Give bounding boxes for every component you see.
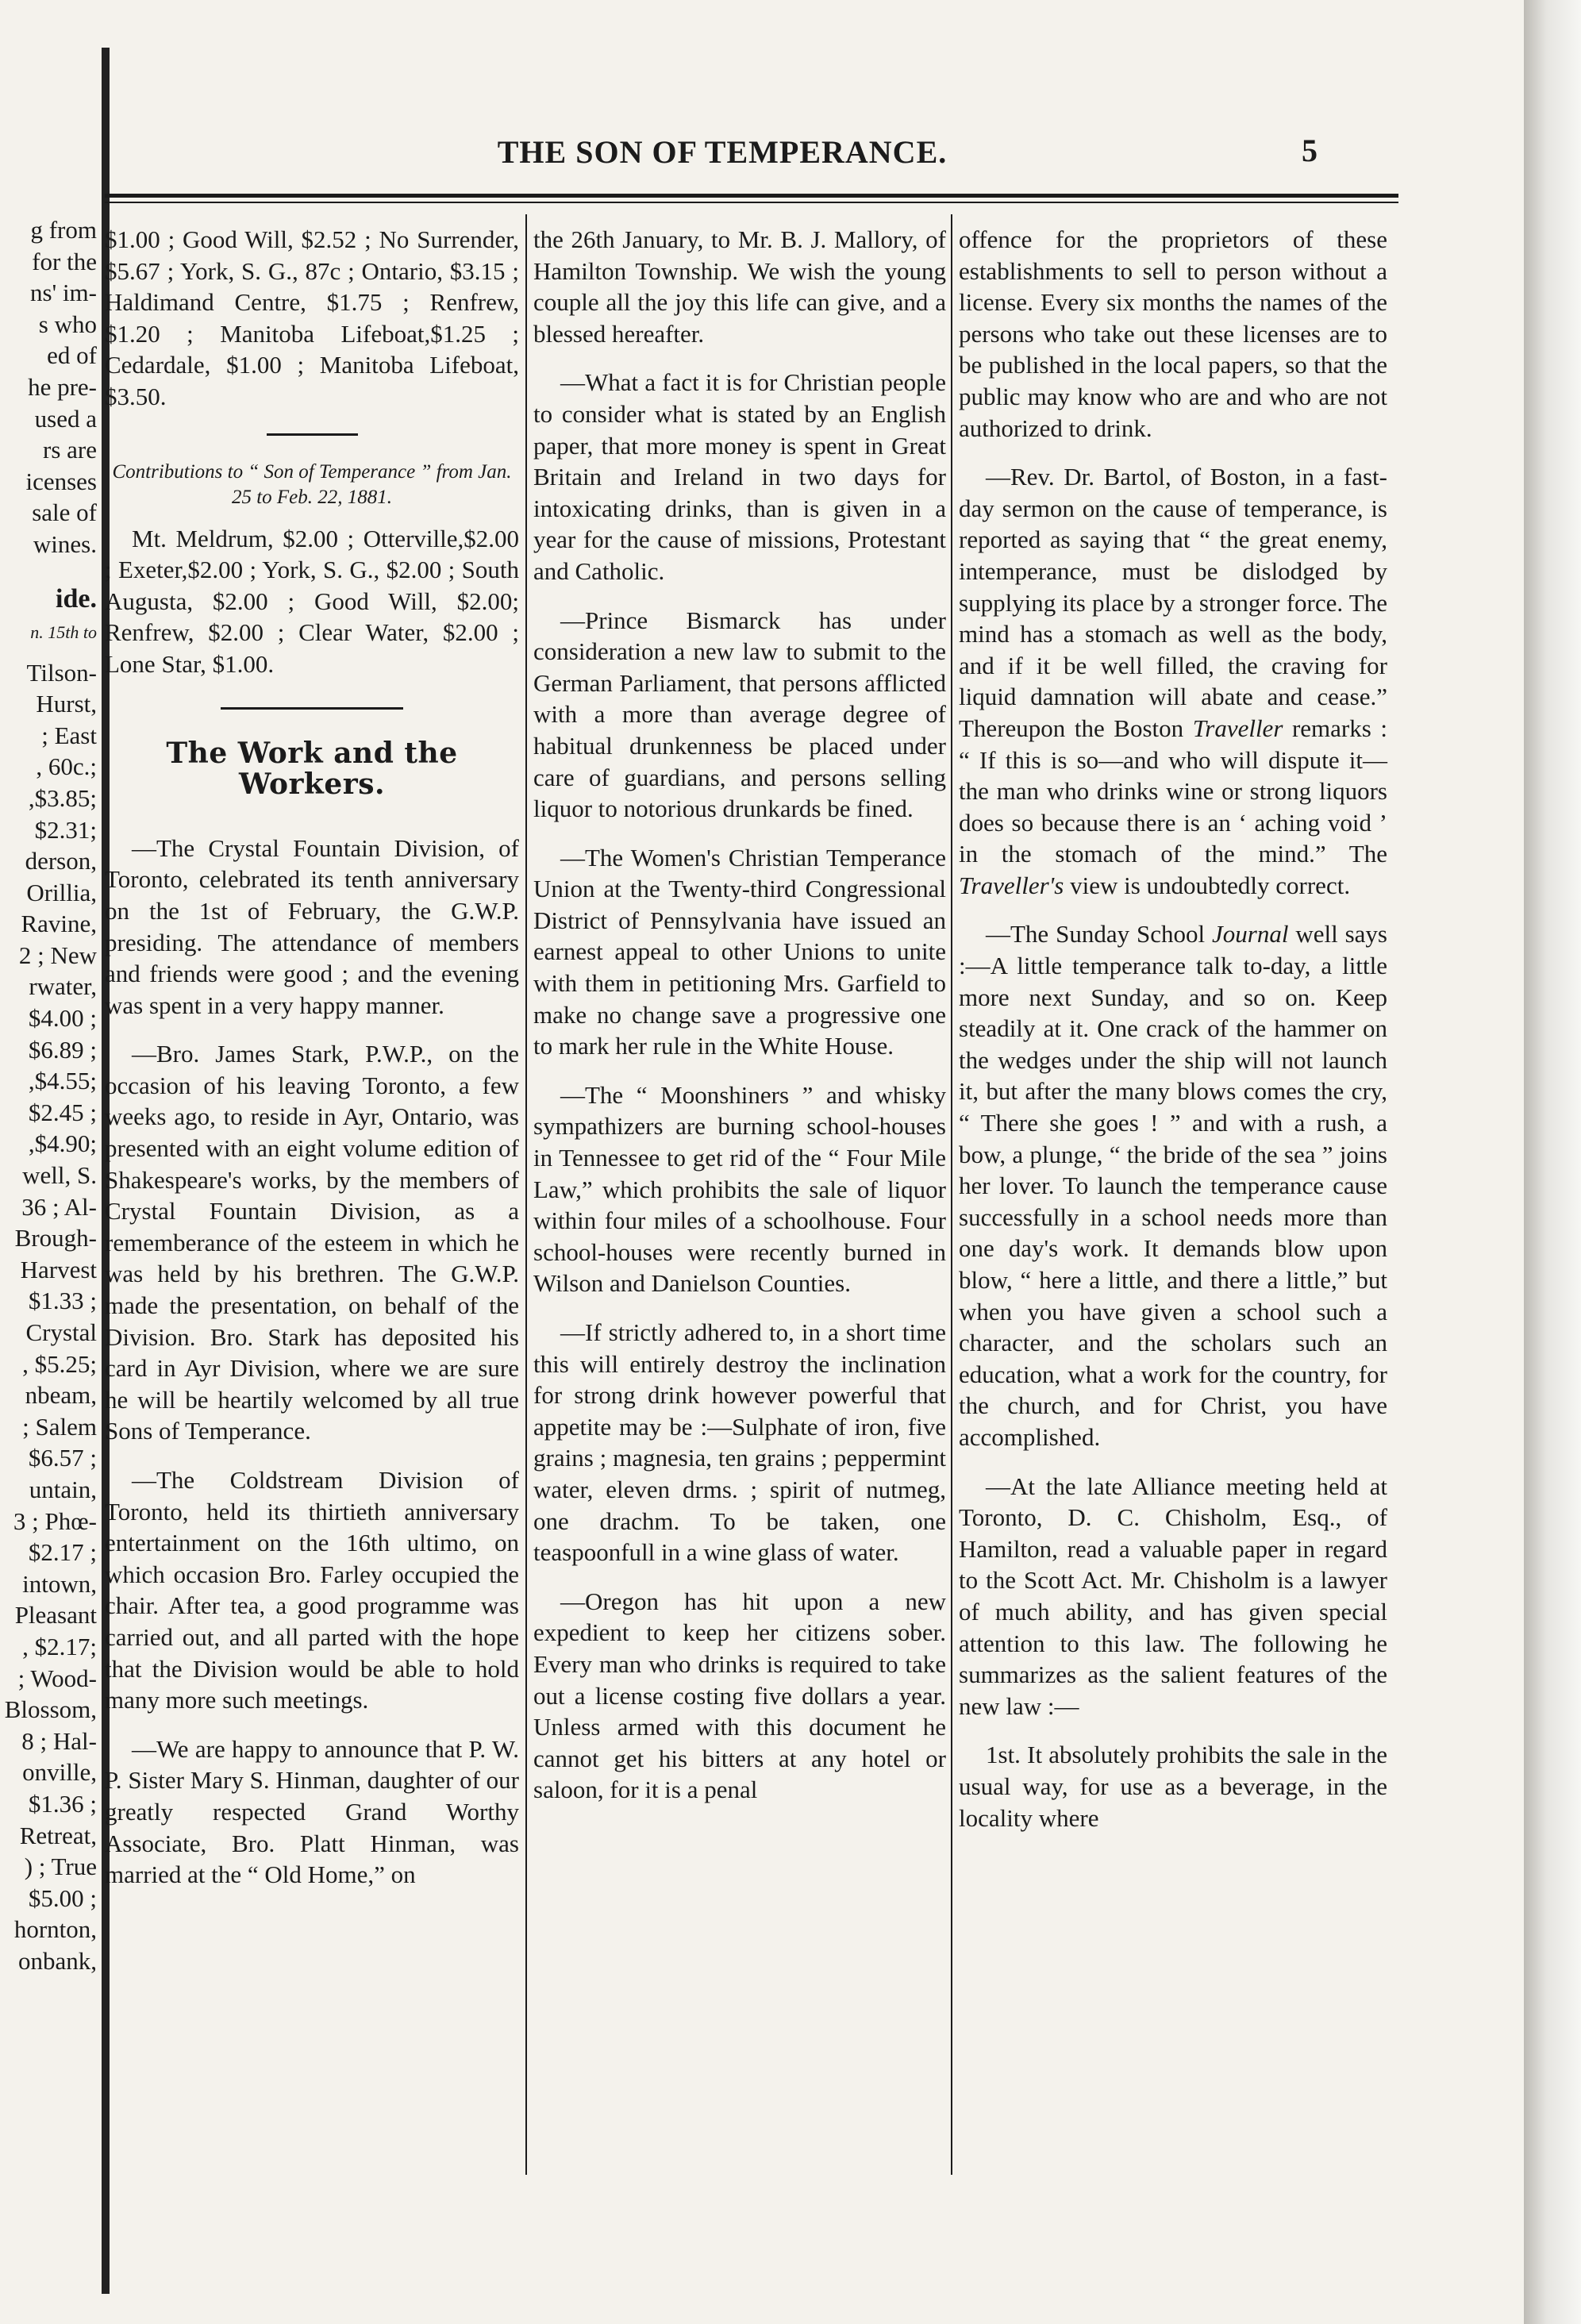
- article-paragraph: —The Coldstream Division of Toronto, held its thirtieth anniversary entertainment on the 16th ultimo, on which occasion Bro. Farley occupied the chair. After tea, a good programme was carried out, and all parted with the hope that the Division would be able to hold many more such meetings.: [105, 1466, 519, 1714]
- fragment-line: used a: [34, 404, 97, 433]
- fragment-line: 3 ; Phœ-: [13, 1506, 97, 1535]
- article-paragraph: the 26th January, to Mr. B. J. Mallory, of Hamilton Township. We wish the young couple all the joy this life can give, and a blessed hereafter.: [533, 225, 946, 348]
- left-fragment-top-lines: [0, 214, 97, 560]
- fragment-line: Crystal: [25, 1318, 97, 1346]
- article-paragraph: [959, 918, 1387, 1452]
- fragment-line: untain,: [29, 1475, 97, 1503]
- page-number: 5: [1302, 133, 1318, 168]
- article-paragraph: 1st. It absolutely prohibits the sale in the usual way, for use as a beverage, in the locality where: [959, 1741, 1387, 1832]
- fragment-line: onville,: [22, 1758, 97, 1787]
- fragment-line: onbank,: [17, 1946, 97, 1975]
- column-3: [959, 224, 1387, 1851]
- fragment-line: $6.89 ;: [28, 1035, 97, 1064]
- left-fragment-subheading: n. 15th to: [30, 621, 97, 642]
- fragment-line: 36 ; Al-: [21, 1192, 97, 1221]
- article-paragraph: [959, 461, 1387, 901]
- fragment-line: for the: [32, 247, 97, 275]
- fragment-line: Brough-: [14, 1224, 97, 1252]
- fragment-line: $5.00 ;: [28, 1883, 97, 1912]
- column-divider: [525, 214, 527, 2175]
- fragment-line: ,$4.90;: [28, 1129, 97, 1158]
- fragment-line: nbeam,: [25, 1381, 97, 1410]
- fragment-line: Harvest: [20, 1255, 97, 1283]
- fragment-line: ,$3.85;: [28, 783, 97, 812]
- text-run: —The Sunday School: [986, 920, 1212, 948]
- text-run: view is undoubtedly correct.: [1064, 871, 1351, 899]
- article-paragraph: —The “ Moonshiners ” and whisky sympathizers are burning school-houses in Tennessee to get rid of the “ Four Mile Law,” which prohibits the sale of liquor within four miles of a schoolhouse. Four school-houses were recently burned in Wilson and Danielson Counties.: [533, 1080, 946, 1298]
- fragment-line: $2.45 ;: [28, 1098, 97, 1126]
- article-paragraph: —Bro. James Stark, P.W.P., on the occasion of his leaving Toronto, a few weeks ago, to reside in Ayr, Ontario, was presented with an eight volume edition of Shakespeare's works, by the members of Crystal Fountain Division, as a rememberance of the esteem in which he was held by his brethren. The G.W.P. made the presentation, on behalf of the Division. Bro. Stark has deposited his card in Ayr Division, where we are sure he will be heartily welcomed by all true Sons of Temperance.: [105, 1040, 519, 1445]
- fragment-line: Orillia,: [26, 878, 97, 906]
- fragment-line: ,$4.55;: [28, 1067, 97, 1095]
- text-run: —Rev. Dr. Bartol, of Boston, in a fast-day sermon on the cause of temperance, is reported as saying that “ the great enemy, intemperance, must be dislodged by supplying its place by a stronger force. The mind has a stomach as well as the body, and if it be well filled, the craving for liquid damnation will abate and cease.” Thereupon the Boston: [959, 463, 1387, 742]
- italic-title: Traveller: [1192, 714, 1283, 742]
- fragment-line: 2 ; New: [18, 941, 97, 969]
- fragment-line: ed of: [47, 341, 97, 370]
- italic-title: Journal: [1212, 920, 1289, 948]
- fragment-line: Hurst,: [36, 690, 97, 718]
- section-heading: The Work and the Workers.: [166, 736, 458, 802]
- left-page-fragment: [0, 214, 97, 1976]
- fragment-line: icenses: [25, 467, 97, 495]
- fragment-line: rwater,: [29, 972, 97, 1001]
- contributions-list: Mt. Meldrum, $2.00 ; Otterville,$2.00 ; Exeter,$2.00 ; York, S. G., $2.00 ; South Augusta, $2.00 ; Good Will, $2.00; Renfrew, $2.00 ; Clear Water, $2.00 ; Lone Star, $1.00.: [105, 524, 519, 678]
- fragment-line: $4.00 ;: [28, 1004, 97, 1033]
- article-paragraph: —If strictly adhered to, in a short time this will entirely destroy the inclination for strong drink however powerful that appetite may be :—Sulphate of iron, five grains ; magnesia, ten grains ; peppermint water, eleven drms. ; spirit of nutmeg, one drachm. To be taken, one teaspoonfull in a wine glass of water.: [533, 1318, 946, 1567]
- header-rule: [105, 194, 1398, 198]
- fragment-line: hornton,: [13, 1915, 97, 1944]
- italic-title: Traveller's: [959, 871, 1064, 899]
- fragment-line: $2.31;: [34, 815, 97, 844]
- fragment-line: wines.: [33, 529, 97, 558]
- column-1: [105, 224, 519, 1908]
- article-paragraph: —We are happy to announce that P. W. P. Sister Mary S. Hinman, daughter of our greatly respected Grand Worthy Associate, Bro. Platt Hinman, was married at the “ Old Home,” on: [105, 1734, 519, 1889]
- column-2: [533, 224, 946, 1823]
- fragment-line: $6.57 ;: [28, 1444, 97, 1472]
- page-title: THE SON OF TEMPERANCE.: [497, 134, 948, 170]
- fragment-line: ; Wood-: [17, 1664, 97, 1692]
- fragment-line: ; East: [41, 721, 97, 749]
- article-paragraph: —The Crystal Fountain Division, of Toronto, celebrated its tenth anniversary on the 1st of February, the G.W.P. presiding. The attendance of members and friends were good ; and the evening was spent in a very happy manner.: [105, 833, 519, 1019]
- fragment-line: $1.33 ;: [28, 1287, 97, 1315]
- column-divider: [951, 214, 952, 2175]
- fragment-line: Tilson-: [26, 658, 97, 687]
- fragment-line: sale of: [32, 498, 97, 527]
- fragment-line: s who: [38, 310, 97, 338]
- receipts-list: $1.00 ; Good Will, $2.52 ; No Surrender, $5.67 ; York, S. G., 87c ; Ontario, $3.15 ; Haldimand Centre, $1.75 ; Renfrew, $1.20 ; Manitoba Lifeboat,$1.25 ; Cedardale, $1.00 ; Manitoba Lifeboat, $3.50.: [105, 225, 519, 410]
- fragment-line: intown,: [22, 1569, 97, 1598]
- article-paragraph: offence for the proprietors of these establishments to sell to person without a license. Every six months the names of the persons who take out these licenses are to be published in the local papers, so that the public may know who are and who are not authorized to drink.: [959, 225, 1387, 442]
- fragment-line: well, S.: [22, 1161, 97, 1190]
- fragment-line: rs are: [43, 436, 97, 464]
- text-run: remarks : “ If this is so—and who will dispute it—the man who drinks wine or strong liquors does so because there is an ‘ aching void ’ in the stomach of the mind.” The: [959, 714, 1387, 868]
- fragment-line: , $5.25;: [22, 1349, 97, 1378]
- fragment-line: Retreat,: [19, 1821, 97, 1849]
- article-paragraph: —Prince Bismarck has under consideration a new law to submit to the German Parliament, that persons afflicted with a more than average degree of habitual drunkenness be placed under care of guardians, and persons selling liquor to notorious drunkards be fined.: [533, 606, 946, 823]
- left-fragment-bottom-lines: [0, 657, 97, 1977]
- fragment-line: derson,: [25, 847, 97, 875]
- text-run: well says :—A little temperance talk to-day, a little more next Sunday, and so on. Keep steadily at it. One crack of the hammer on the wedges under the ship will not launch it, but after the many blows comes the cry, “ There she goes ! ” and with a rush, a bow, a plunge, “ the bride of the sea ” joins her lover. To launch the temperance cause successfully in a school needs more than one day's work. It demands blow upon blow, “ here a little, and there a little,” but when you have given a school such a character, and the scholars such an education, what a work for the country, for the church, and for Christ, you have accomplished.: [959, 920, 1387, 1451]
- fragment-line: , $2.17;: [22, 1632, 97, 1660]
- fragment-line: $1.36 ;: [28, 1789, 97, 1818]
- article-paragraph: —The Women's Christian Temperance Union at the Twenty-third Congressional District of Pennsylvania have issued an earnest appeal to other Unions to unite with them in petitioning Mrs. Garfield to make no change save a progressive one to mark her rule in the White House.: [533, 843, 946, 1060]
- fragment-line: Blossom,: [4, 1695, 97, 1724]
- contributions-heading: Contributions to “ Son of Temperance ” from Jan. 25 to Feb. 22, 1881.: [112, 460, 512, 508]
- left-fragment-heading: ide.: [56, 583, 97, 614]
- fragment-line: ns' im-: [30, 279, 97, 307]
- fragment-line: ) ; True: [24, 1853, 97, 1881]
- fragment-line: he pre-: [28, 372, 97, 401]
- section-divider: [221, 707, 403, 710]
- fragment-line: g from: [30, 216, 97, 244]
- short-divider: [267, 433, 358, 436]
- fragment-line: , 60c.;: [36, 752, 97, 781]
- fragment-line: Ravine,: [21, 910, 97, 938]
- fragment-line: ; Salem: [22, 1412, 97, 1441]
- fragment-line: 8 ; Hal-: [21, 1726, 97, 1755]
- scan-edge: [1524, 0, 1581, 2324]
- header-rule-thin: [105, 202, 1398, 203]
- article-paragraph: —Oregon has hit upon a new expedient to keep her citizens sober. Every man who drinks is required to take out a license costing five dollars a year. Unless armed with this document he cannot get his bitters at any hotel or saloon, for it is a penal: [533, 1587, 946, 1804]
- fragment-line: Pleasant: [14, 1601, 97, 1629]
- article-paragraph: —At the late Alliance meeting held at Toronto, D. C. Chisholm, Esq., of Hamilton, read a valuable paper in regard to the Scott Act. Mr. Chisholm is a lawyer of much ability, and has given special attention to this law. The following he summarizes as the salient features of the new law :—: [959, 1472, 1387, 1720]
- article-paragraph: —What a fact it is for Christian people to consider what is stated by an English paper, that more money is spent in Great Britain and Ireland in two days for intoxicating drinks, than is given in a year for the cause of missions, Protestant and Catholic.: [533, 368, 946, 585]
- fragment-line: $2.17 ;: [28, 1538, 97, 1567]
